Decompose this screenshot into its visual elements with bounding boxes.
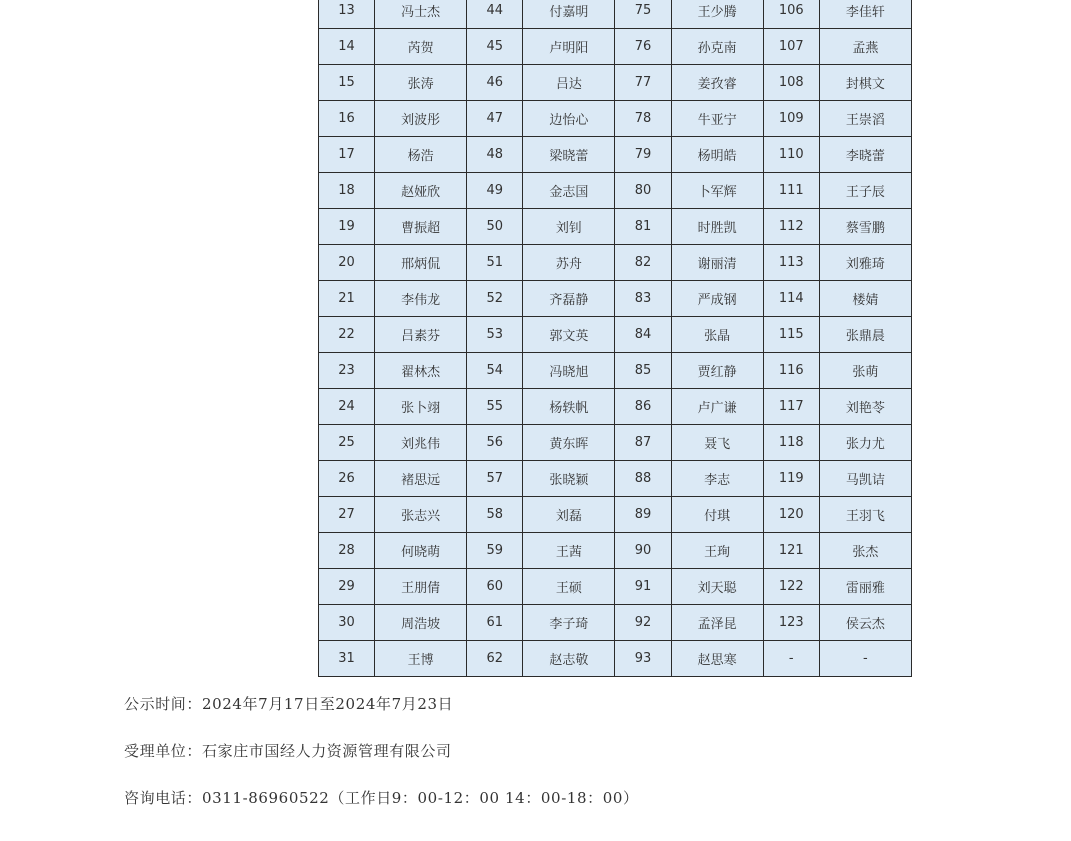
person-name-cell: 曹振超 — [375, 209, 467, 245]
seq-number-cell: 122 — [763, 569, 819, 605]
publicity-period: 公示时间：2024年7月17日至2024年7月23日 — [124, 695, 454, 713]
table-row — [319, 101, 912, 137]
table-row — [319, 605, 912, 641]
person-name-cell: 严成钢 — [671, 281, 763, 317]
seq-number-cell: 78 — [615, 101, 671, 137]
person-name-cell: 王珣 — [671, 533, 763, 569]
person-name-cell: 蔡雪鹏 — [819, 209, 911, 245]
seq-number-cell: 119 — [763, 461, 819, 497]
seq-number-cell: 17 — [319, 137, 375, 173]
seq-number-cell: 46 — [467, 65, 523, 101]
seq-number-cell: 20 — [319, 245, 375, 281]
person-name-cell: 李伟龙 — [375, 281, 467, 317]
person-name-cell: 刘艳苓 — [819, 389, 911, 425]
person-name-cell: 王博 — [375, 641, 467, 677]
seq-number-cell: 22 — [319, 317, 375, 353]
seq-number-cell: 59 — [467, 533, 523, 569]
person-name-cell: 侯云杰 — [819, 605, 911, 641]
person-name-cell: 苏舟 — [523, 245, 615, 281]
seq-number-cell: 19 — [319, 209, 375, 245]
person-name-cell: 杨浩 — [375, 137, 467, 173]
person-name-cell: 杨轶帆 — [523, 389, 615, 425]
person-name-cell: 王崇滔 — [819, 101, 911, 137]
person-name-cell: 周浩坡 — [375, 605, 467, 641]
seq-number-cell: 76 — [615, 29, 671, 65]
seq-number-cell: 90 — [615, 533, 671, 569]
seq-number-cell: 49 — [467, 173, 523, 209]
table-row — [319, 569, 912, 605]
seq-number-cell: 26 — [319, 461, 375, 497]
person-name-cell: 吕素芬 — [375, 317, 467, 353]
seq-number-cell: 111 — [763, 173, 819, 209]
person-name-cell: 刘雅琦 — [819, 245, 911, 281]
person-name-cell: 付嘉明 — [523, 0, 615, 29]
person-name-cell: 卢明阳 — [523, 29, 615, 65]
seq-number-cell: 24 — [319, 389, 375, 425]
table-row — [319, 281, 912, 317]
roster-table-body — [319, 0, 912, 677]
table-row — [319, 173, 912, 209]
table-row — [319, 389, 912, 425]
person-name-cell: 冯士杰 — [375, 0, 467, 29]
person-name-cell: 王子辰 — [819, 173, 911, 209]
person-name-cell: 梁晓蕾 — [523, 137, 615, 173]
person-name-cell: 楼婧 — [819, 281, 911, 317]
seq-number-cell: 116 — [763, 353, 819, 389]
seq-number-cell: 81 — [615, 209, 671, 245]
seq-number-cell: 114 — [763, 281, 819, 317]
person-name-cell: 翟林杰 — [375, 353, 467, 389]
seq-number-cell: 115 — [763, 317, 819, 353]
seq-number-cell: 50 — [467, 209, 523, 245]
seq-number-cell: 108 — [763, 65, 819, 101]
person-name-cell: 李子琦 — [523, 605, 615, 641]
seq-number-cell: 77 — [615, 65, 671, 101]
person-name-cell: 金志国 — [523, 173, 615, 209]
seq-number-cell: 123 — [763, 605, 819, 641]
table-row — [319, 317, 912, 353]
person-name-cell: 封棋文 — [819, 65, 911, 101]
person-name-cell: 赵娅欣 — [375, 173, 467, 209]
person-name-cell: 刘波彤 — [375, 101, 467, 137]
person-name-cell: 王羽飞 — [819, 497, 911, 533]
person-name-cell: 李晓蕾 — [819, 137, 911, 173]
seq-number-cell: 56 — [467, 425, 523, 461]
seq-number-cell: 106 — [763, 0, 819, 29]
person-name-cell: 李志 — [671, 461, 763, 497]
person-name-cell: 刘磊 — [523, 497, 615, 533]
person-name-cell: 卜军辉 — [671, 173, 763, 209]
seq-number-cell: 83 — [615, 281, 671, 317]
seq-number-cell: 55 — [467, 389, 523, 425]
person-name-cell: 郭文英 — [523, 317, 615, 353]
seq-number-cell: 23 — [319, 353, 375, 389]
seq-number-cell: 48 — [467, 137, 523, 173]
person-name-cell: 谢丽清 — [671, 245, 763, 281]
person-name-cell: 冯晓旭 — [523, 353, 615, 389]
seq-number-cell: 61 — [467, 605, 523, 641]
table-row — [319, 353, 912, 389]
seq-number-cell: 18 — [319, 173, 375, 209]
seq-number-cell: 91 — [615, 569, 671, 605]
person-name-cell: 赵思寒 — [671, 641, 763, 677]
person-name-cell: 褚思远 — [375, 461, 467, 497]
seq-number-cell: 82 — [615, 245, 671, 281]
seq-number-cell: 87 — [615, 425, 671, 461]
person-name-cell: 王朋倩 — [375, 569, 467, 605]
seq-number-cell: 62 — [467, 641, 523, 677]
person-name-cell: 张力尤 — [819, 425, 911, 461]
seq-number-cell: 60 — [467, 569, 523, 605]
person-name-cell: 孟燕 — [819, 29, 911, 65]
seq-number-cell: 30 — [319, 605, 375, 641]
person-name-cell: 王少腾 — [671, 0, 763, 29]
seq-number-cell: 29 — [319, 569, 375, 605]
person-name-cell: 张鼎晨 — [819, 317, 911, 353]
seq-number-cell: 80 — [615, 173, 671, 209]
seq-number-cell: 15 — [319, 65, 375, 101]
accepting-unit: 受理单位：石家庄市国经人力资源管理有限公司 — [124, 742, 452, 760]
consultation-phone: 咨询电话：0311-86960522（工作日9：00-12：00 14：00-18：00） — [124, 789, 639, 807]
table-row — [319, 461, 912, 497]
seq-number-cell: 117 — [763, 389, 819, 425]
person-name-cell: 李佳轩 — [819, 0, 911, 29]
person-name-cell: 芮贺 — [375, 29, 467, 65]
person-name-cell: 姜孜睿 — [671, 65, 763, 101]
person-name-cell: 时胜凯 — [671, 209, 763, 245]
table-row — [319, 425, 912, 461]
seq-number-cell: 118 — [763, 425, 819, 461]
seq-number-cell: 54 — [467, 353, 523, 389]
seq-number-cell: 13 — [319, 0, 375, 29]
seq-number-cell: 88 — [615, 461, 671, 497]
seq-number-cell: 25 — [319, 425, 375, 461]
person-name-cell: 雷丽雅 — [819, 569, 911, 605]
table-row — [319, 641, 912, 677]
person-name-cell: 马凯诘 — [819, 461, 911, 497]
person-name-cell: 吕达 — [523, 65, 615, 101]
seq-number-cell: 47 — [467, 101, 523, 137]
seq-number-cell: 86 — [615, 389, 671, 425]
person-name-cell: 刘天聪 — [671, 569, 763, 605]
seq-number-cell: 84 — [615, 317, 671, 353]
seq-number-cell: 89 — [615, 497, 671, 533]
roster-table — [318, 0, 912, 677]
table-row — [319, 245, 912, 281]
seq-number-cell: 112 — [763, 209, 819, 245]
person-name-cell: 卢广谦 — [671, 389, 763, 425]
person-name-cell: 孙克南 — [671, 29, 763, 65]
seq-number-cell: 52 — [467, 281, 523, 317]
seq-number-cell: 14 — [319, 29, 375, 65]
person-name-cell: 赵志敬 — [523, 641, 615, 677]
seq-number-cell: 113 — [763, 245, 819, 281]
person-name-cell: 王茜 — [523, 533, 615, 569]
person-name-cell: 牛亚宁 — [671, 101, 763, 137]
person-name-cell: 张涛 — [375, 65, 467, 101]
person-name-cell: 齐磊静 — [523, 281, 615, 317]
table-row — [319, 497, 912, 533]
seq-number-cell: 107 — [763, 29, 819, 65]
seq-number-cell: 57 — [467, 461, 523, 497]
seq-number-cell: 16 — [319, 101, 375, 137]
person-name-cell: 孟泽昆 — [671, 605, 763, 641]
person-name-cell: 张杰 — [819, 533, 911, 569]
seq-number-cell: 92 — [615, 605, 671, 641]
person-name-cell: 张晶 — [671, 317, 763, 353]
person-name-cell: 聂飞 — [671, 425, 763, 461]
seq-number-cell: 120 — [763, 497, 819, 533]
seq-number-cell: 109 — [763, 101, 819, 137]
seq-number-cell: 31 — [319, 641, 375, 677]
seq-number-cell: 121 — [763, 533, 819, 569]
person-name-cell: 刘钊 — [523, 209, 615, 245]
table-row — [319, 65, 912, 101]
table-row — [319, 29, 912, 65]
person-name-cell: 贾红静 — [671, 353, 763, 389]
person-name-cell: 边怡心 — [523, 101, 615, 137]
person-name-cell: 刘兆伟 — [375, 425, 467, 461]
person-name-cell: 黄东晖 — [523, 425, 615, 461]
seq-number-cell: 27 — [319, 497, 375, 533]
seq-number-cell: 58 — [467, 497, 523, 533]
seq-number-cell: 21 — [319, 281, 375, 317]
seq-number-cell: 53 — [467, 317, 523, 353]
seq-number-cell: 85 — [615, 353, 671, 389]
seq-number-cell: - — [763, 641, 819, 677]
seq-number-cell: 79 — [615, 137, 671, 173]
seq-number-cell: 110 — [763, 137, 819, 173]
person-name-cell: 杨明皓 — [671, 137, 763, 173]
person-name-cell: 付琪 — [671, 497, 763, 533]
person-name-cell: 邢炳侃 — [375, 245, 467, 281]
table-row — [319, 533, 912, 569]
person-name-cell: 张萌 — [819, 353, 911, 389]
seq-number-cell: 44 — [467, 0, 523, 29]
person-name-cell: 王硕 — [523, 569, 615, 605]
person-name-cell: 张志兴 — [375, 497, 467, 533]
table-row — [319, 0, 912, 29]
seq-number-cell: 75 — [615, 0, 671, 29]
person-name-cell: 何晓萌 — [375, 533, 467, 569]
person-name-cell: 张卜翊 — [375, 389, 467, 425]
person-name-cell: - — [819, 641, 911, 677]
seq-number-cell: 51 — [467, 245, 523, 281]
seq-number-cell: 45 — [467, 29, 523, 65]
table-row — [319, 137, 912, 173]
seq-number-cell: 28 — [319, 533, 375, 569]
table-row — [319, 209, 912, 245]
seq-number-cell: 93 — [615, 641, 671, 677]
person-name-cell: 张晓颖 — [523, 461, 615, 497]
